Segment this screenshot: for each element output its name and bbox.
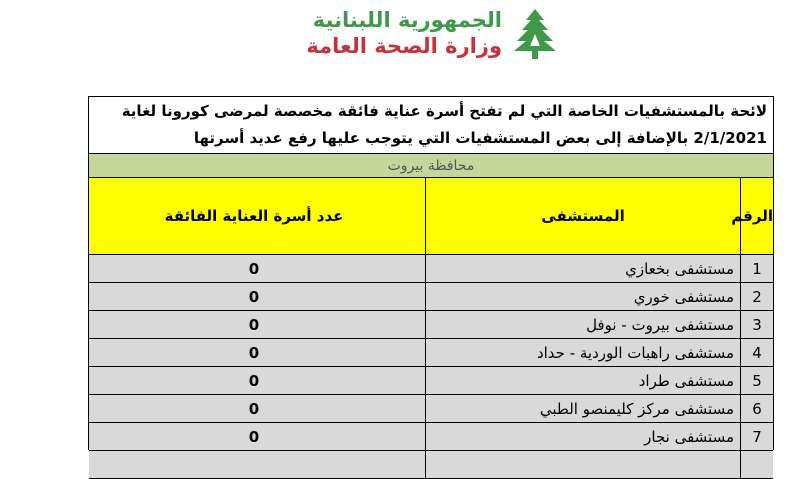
table-row [89, 283, 773, 311]
intro-line-2: 2/1/2021 بالإضافة إلى بعض المستشفيات التي يتوجب عليها رفع عديد أسرتها [193, 129, 767, 147]
hospital-table [89, 178, 773, 479]
hospital-list-sheet [88, 96, 774, 450]
icu-bed-count: 0 [89, 339, 426, 367]
column-header-hospital: المستشفى [426, 178, 741, 255]
table-row [89, 367, 773, 395]
hospital-name: مستشفى نجار [426, 423, 741, 451]
row-number: 3 [741, 311, 774, 339]
row-number: 7 [741, 423, 774, 451]
icu-bed-count: 0 [89, 367, 426, 395]
icu-bed-count: 0 [89, 283, 426, 311]
table-row-partial [89, 451, 773, 479]
ministry-title: وزارة الصحة العامة [306, 34, 502, 58]
table-row [89, 395, 773, 423]
intro-line-1: لائحة بالمستشفيات الخاصة التي لم تفتح أسرة عناية فائقة مخصصة لمرضى كورونا لغاية [121, 102, 767, 120]
intro-text [89, 97, 773, 154]
icu-bed-count: 0 [89, 311, 426, 339]
table-row [89, 255, 773, 283]
row-number: 2 [741, 283, 774, 311]
hospital-name: مستشفى بخعازي [426, 255, 741, 283]
republic-title: الجمهورية اللبنانية [312, 8, 502, 32]
ministry-header [0, 0, 800, 95]
row-number: 1 [741, 255, 774, 283]
hospital-name: مستشفى خوري [426, 283, 741, 311]
icu-bed-count: 0 [89, 395, 426, 423]
table-header-row [89, 178, 773, 255]
table-row [89, 423, 773, 451]
hospital-name: مستشفى مركز كليمنصو الطبي [426, 395, 741, 423]
column-header-icu-beds: عدد أسرة العناية الفائقة [89, 178, 426, 255]
hospital-name: مستشفى راهبات الوردية - حداد [426, 339, 741, 367]
row-number: 5 [741, 367, 774, 395]
icu-bed-count: 0 [89, 255, 426, 283]
table-row [89, 339, 773, 367]
icu-bed-count: 0 [89, 423, 426, 451]
row-number: 4 [741, 339, 774, 367]
column-header-number: الرقم [741, 178, 774, 255]
governorate-label: محافظة بيروت [89, 154, 773, 178]
row-number: 6 [741, 395, 774, 423]
table-row [89, 311, 773, 339]
hospital-name: مستشفى بيروت - نوفل [426, 311, 741, 339]
cedar-tree-icon [508, 6, 562, 60]
hospital-name: مستشفى طراد [426, 367, 741, 395]
